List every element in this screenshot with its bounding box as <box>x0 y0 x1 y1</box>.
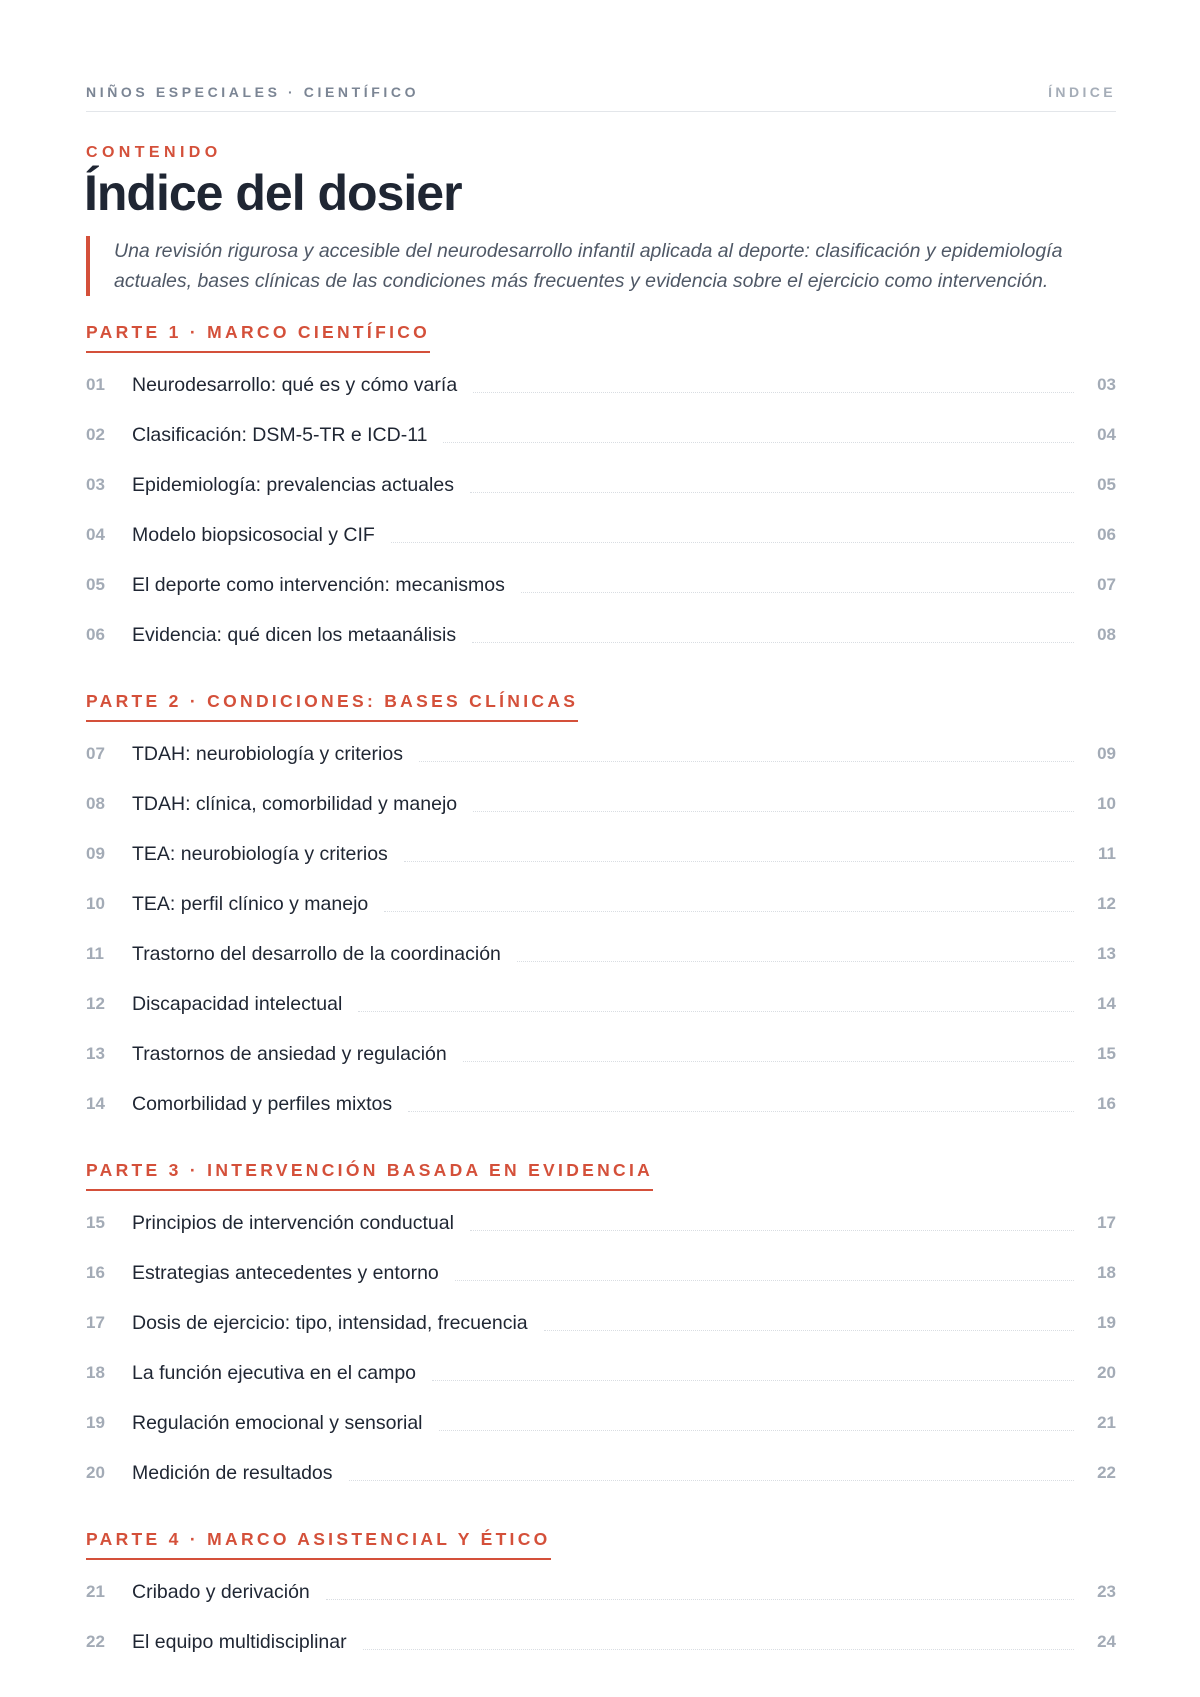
dot-leader <box>463 1061 1074 1062</box>
toc-entry-number: 02 <box>86 425 105 444</box>
toc-entry-page: 23 <box>1097 1582 1116 1601</box>
toc-entry-number: 07 <box>86 744 105 763</box>
toc-entry-label: Clasificación: DSM-5-TR e ICD-11 <box>132 423 428 446</box>
dot-leader <box>326 1599 1074 1600</box>
toc-entry-number: 12 <box>86 994 105 1013</box>
dot-leader <box>443 442 1074 443</box>
toc-entry-page: 24 <box>1097 1632 1116 1651</box>
section-heading-part-4: PARTE 4 · MARCO ASISTENCIAL Y ÉTICO <box>86 1529 551 1560</box>
toc-entry-label: TEA: perfil clínico y manejo <box>132 892 369 915</box>
toc-entry[interactable] <box>86 370 1116 400</box>
toc-entry-page: 09 <box>1097 744 1116 763</box>
running-header <box>86 84 1116 112</box>
toc-entry-number: 03 <box>86 475 105 494</box>
toc-entry-page: 13 <box>1097 944 1116 963</box>
toc-entry-label: Trastornos de ansiedad y regulación <box>132 1042 447 1065</box>
toc-entry[interactable] <box>86 1089 1116 1119</box>
toc-entry-label: El equipo multidisciplinar <box>132 1630 347 1653</box>
dot-leader <box>349 1480 1074 1481</box>
toc-entry-label: TEA: neurobiología y criterios <box>132 842 388 865</box>
dot-leader <box>419 761 1074 762</box>
section-heading-part-1: PARTE 1 · MARCO CIENTÍFICO <box>86 322 430 353</box>
toc-entry-number: 05 <box>86 575 105 594</box>
toc-entry-number: 21 <box>86 1582 105 1601</box>
toc-entry[interactable] <box>86 839 1116 869</box>
toc-entry-label: Comorbilidad y perfiles mixtos <box>132 1092 393 1115</box>
dot-leader <box>408 1111 1074 1112</box>
toc-entry-page: 05 <box>1097 475 1116 494</box>
toc-entry-page: 22 <box>1097 1463 1116 1482</box>
section-heading-part-2: PARTE 2 · CONDICIONES: BASES CLÍNICAS <box>86 691 578 722</box>
toc-entry-label: La función ejecutiva en el campo <box>132 1361 417 1384</box>
toc-entry-number: 14 <box>86 1094 105 1113</box>
toc-entry-label: Trastorno del desarrollo de la coordinación <box>132 942 501 965</box>
toc-entry[interactable] <box>86 620 1116 650</box>
toc-entry-page: 14 <box>1097 994 1116 1013</box>
dot-leader <box>455 1280 1074 1281</box>
toc-entry[interactable] <box>86 470 1116 500</box>
toc-entry[interactable] <box>86 1308 1116 1338</box>
toc-entry[interactable] <box>86 889 1116 919</box>
toc-entry-page: 12 <box>1097 894 1116 913</box>
toc-entry[interactable] <box>86 1208 1116 1238</box>
toc-entry-page: 07 <box>1097 575 1116 594</box>
toc-entry-number: 22 <box>86 1632 105 1651</box>
dot-leader <box>363 1649 1074 1650</box>
dot-leader <box>391 542 1074 543</box>
toc-entry[interactable] <box>86 989 1116 1019</box>
dot-leader <box>470 1230 1074 1231</box>
toc-entry-label: Estrategias antecedentes y entorno <box>132 1261 439 1284</box>
dot-leader <box>521 592 1074 593</box>
toc-entry-label: Evidencia: qué dicen los metaanálisis <box>132 623 457 646</box>
toc-entry[interactable] <box>86 1577 1116 1607</box>
toc-entry-number: 15 <box>86 1213 105 1232</box>
toc-entry-label: Medición de resultados <box>132 1461 333 1484</box>
toc-entry[interactable] <box>86 1258 1116 1288</box>
toc-entry-page: 04 <box>1097 425 1116 444</box>
dot-leader <box>473 392 1074 393</box>
toc-entry-label: Neurodesarrollo: qué es y cómo varía <box>132 373 458 396</box>
toc-entry-number: 04 <box>86 525 105 544</box>
toc-entry-page: 03 <box>1097 375 1116 394</box>
dot-leader <box>404 861 1074 862</box>
dot-leader <box>473 811 1074 812</box>
dot-leader <box>384 911 1074 912</box>
toc-entry[interactable] <box>86 1627 1116 1657</box>
toc-entry-number: 13 <box>86 1044 105 1063</box>
toc-entry-number: 10 <box>86 894 105 913</box>
toc-entry[interactable] <box>86 789 1116 819</box>
toc-entry-label: Regulación emocional y sensorial <box>132 1411 423 1434</box>
toc-entry-page: 06 <box>1097 525 1116 544</box>
toc-entry-number: 20 <box>86 1463 105 1482</box>
toc-entry-page: 19 <box>1097 1313 1116 1332</box>
toc-entry-label: TDAH: neurobiología y criterios <box>132 742 403 765</box>
dot-leader <box>472 642 1074 643</box>
toc-entry-page: 21 <box>1097 1413 1116 1432</box>
toc-entry-label: Dosis de ejercicio: tipo, intensidad, frecuencia <box>132 1311 528 1334</box>
toc-entry-page: 15 <box>1097 1044 1116 1063</box>
toc-entry[interactable] <box>86 739 1116 769</box>
dot-leader <box>517 961 1074 962</box>
toc-entry-number: 06 <box>86 625 105 644</box>
toc-entry-number: 11 <box>86 944 104 963</box>
toc-entry-page: 10 <box>1097 794 1116 813</box>
toc-entry-number: 08 <box>86 794 105 813</box>
toc-entry-number: 09 <box>86 844 105 863</box>
toc-entry-label: Discapacidad intelectual <box>132 992 343 1015</box>
lede-quote: Una revisión rigurosa y accesible del neurodesarrollo infantil aplicada al deporte: clasificación y epidemiología actuales, bases clínicas de las condiciones más frecuentes y evidencia sobre el ejercicio como intervención. <box>86 236 1116 296</box>
toc-entry-page: 20 <box>1097 1363 1116 1382</box>
running-header-right: ÍNDICE <box>1048 84 1116 100</box>
toc-entry-number: 01 <box>86 375 105 394</box>
toc-entry-page: 08 <box>1097 625 1116 644</box>
eyebrow-label: CONTENIDO <box>86 144 222 161</box>
toc-entry-label: Epidemiología: prevalencias actuales <box>132 473 454 496</box>
section-heading-part-3: PARTE 3 · INTERVENCIÓN BASADA EN EVIDENCIA <box>86 1160 653 1191</box>
toc-entry[interactable] <box>86 570 1116 600</box>
toc-entry-label: El deporte como intervención: mecanismos <box>132 573 505 596</box>
toc-entry-number: 19 <box>86 1413 105 1432</box>
toc-entry-page: 18 <box>1097 1263 1116 1282</box>
toc-entry-number: 16 <box>86 1263 105 1282</box>
dot-leader <box>358 1011 1074 1012</box>
running-header-left: NIÑOS ESPECIALES · CIENTÍFICO <box>86 84 420 100</box>
toc-entry-page: 16 <box>1097 1094 1116 1113</box>
toc-entry-label: Cribado y derivación <box>132 1580 310 1603</box>
toc-entry-label: TDAH: clínica, comorbilidad y manejo <box>132 792 458 815</box>
toc-entry[interactable] <box>86 420 1116 450</box>
dot-leader <box>432 1380 1074 1381</box>
toc-entry[interactable] <box>86 1358 1116 1388</box>
toc-entry[interactable] <box>86 939 1116 969</box>
toc-entry-number: 18 <box>86 1363 105 1382</box>
toc-entry-label: Principios de intervención conductual <box>132 1211 454 1234</box>
toc-entry-page: 11 <box>1098 844 1116 863</box>
toc-entry[interactable] <box>86 1039 1116 1069</box>
toc-entry-label: Modelo biopsicosocial y CIF <box>132 523 375 546</box>
dot-leader <box>544 1330 1074 1331</box>
toc-entry[interactable] <box>86 520 1116 550</box>
toc-entry-number: 17 <box>86 1313 105 1332</box>
toc-entry-page: 17 <box>1097 1213 1116 1232</box>
page-title: Índice del dosier <box>84 165 462 221</box>
dot-leader <box>470 492 1074 493</box>
toc-entry[interactable] <box>86 1458 1116 1488</box>
toc-entry[interactable] <box>86 1408 1116 1438</box>
dot-leader <box>439 1430 1075 1431</box>
